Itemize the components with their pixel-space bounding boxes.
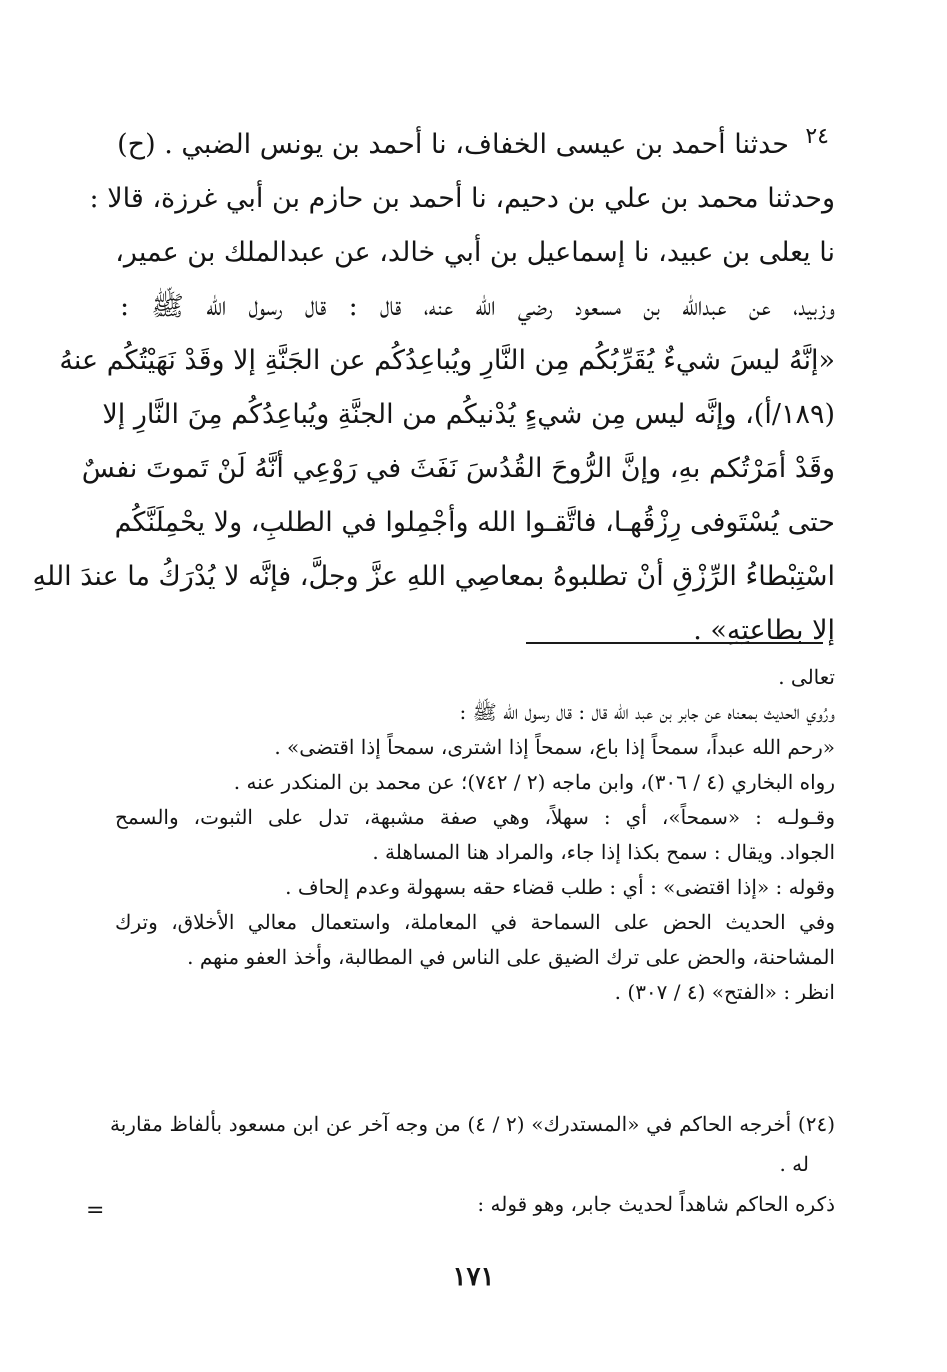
note-line: وقـولـه : «سمحاً»، أي : سهلاً، وهي صفة مشبهة، تدل على الثبوت، والسمح [115, 805, 835, 829]
note-line: رواه البخاري (٤ / ٣٠٦)، وابن ماجه (٢ / ٧٤٢)؛ عن محمد بن المنكدر عنه . [233, 770, 835, 794]
hadith-line: (١٨٩/أ)، وإنَّه ليس مِن شيءٍ يُدْنيكُم من الجنَّةِ ويُباعِدُكُم مِنَ النَّارِ إلا [102, 399, 835, 430]
footnote-text [110, 1104, 835, 1224]
footnote-line: له . [779, 1152, 809, 1176]
note-line: وقوله : «إذا اقتضى» : أي : طلب قضاء حقه بسهولة وعدم إلحاف . [285, 875, 835, 899]
footnote-line: ذكره الحاكم شاهداً لحديث جابر، وهو قوله : [477, 1192, 835, 1216]
notes-text [115, 660, 835, 1010]
continuation-mark: = [86, 1198, 105, 1223]
footnote-line: (٢٤) أخرجه الحاكم في «المستدرك» (٢ / ٤) من وجه آخر عن ابن مسعود بألفاظ مقاربة [110, 1112, 836, 1136]
hadith-line: حتى يُسْتَوفى رِزْقُهـا، فاتَّقـوا الله وأجْمِلوا في الطلبِ، ولا يحْمِلَنَّكُم [114, 507, 835, 538]
hadith-line: وقَدْ أمَرْتُكم بهِ، وإنَّ الرُّوحَ القُدُسَ نَفَثَ في رَوْعِي أنَّهُ لَنْ تَموتَ نفسٌ [81, 453, 835, 484]
hadith-line: إلا بطاعتِهِ» . [693, 615, 835, 646]
note-line: تعالى . [778, 665, 835, 689]
note-line: «رحم الله عبداً، سمحاً إذا باع، سمحاً إذا اشترى، سمحاً إذا اقتضى» . [274, 735, 835, 759]
note-line: وفي الحديث الحض على السماحة في المعاملة، واستعمال معالي الأخلاق، وترك [115, 910, 835, 934]
hadith-line: «إنَّهُ ليسَ شيءٌ يُقَرِّبُكُم مِن النَّارِ ويُباعِدُكُم عن الجَنَّةِ إلا وقَدْ نَهَيْتُكُم عنهُ [59, 345, 835, 376]
hadith-text [32, 118, 835, 658]
note-line: المشاحنة، والحض على ترك الضيق على الناس في المطالبة، وأخذ العفو منهم . [187, 945, 835, 969]
hadith-line: اسْتِبْطاءُ الرِّزْقِ أنْ تطلبوهُ بمعاصِي اللهِ عزَّ وجلَّ، فإنَّه لا يُدْرَكُ ما عندَ اللهِ [32, 561, 835, 592]
page-number: ١٧١ [452, 1262, 495, 1292]
hadith-number: ٢٤ [805, 124, 829, 149]
hadith-line: وزبيد، عن عبدالله بن مسعود رضي الله عنه، قال : قال رسول الله ﷺ : [120, 291, 835, 322]
hadith-line: حدثنا أحمد بن عيسى الخفاف، نا أحمد بن يونس الضبي . (ح) [117, 129, 789, 160]
note-line: انظر : «الفتح» (٤ / ٣٠٧) . [614, 980, 835, 1004]
hadith-line: وحدثنا محمد بن علي بن دحيم، نا أحمد بن حازم بن أبي غرزة، قالا : [89, 183, 835, 214]
footnote-divider [526, 642, 823, 644]
note-line: ورُوي الحديث بمعناه عن جابر بن عبد الله قال : قال رسول الله ﷺ : [459, 700, 835, 724]
note-line: الجواد. ويقال : سمح بكذا إذا جاء، والمراد هنا المساهلة . [372, 840, 835, 864]
hadith-line: نا يعلى بن عبيد، نا إسماعيل بن أبي خالد، عن عبدالملك بن عمير، [115, 237, 835, 268]
